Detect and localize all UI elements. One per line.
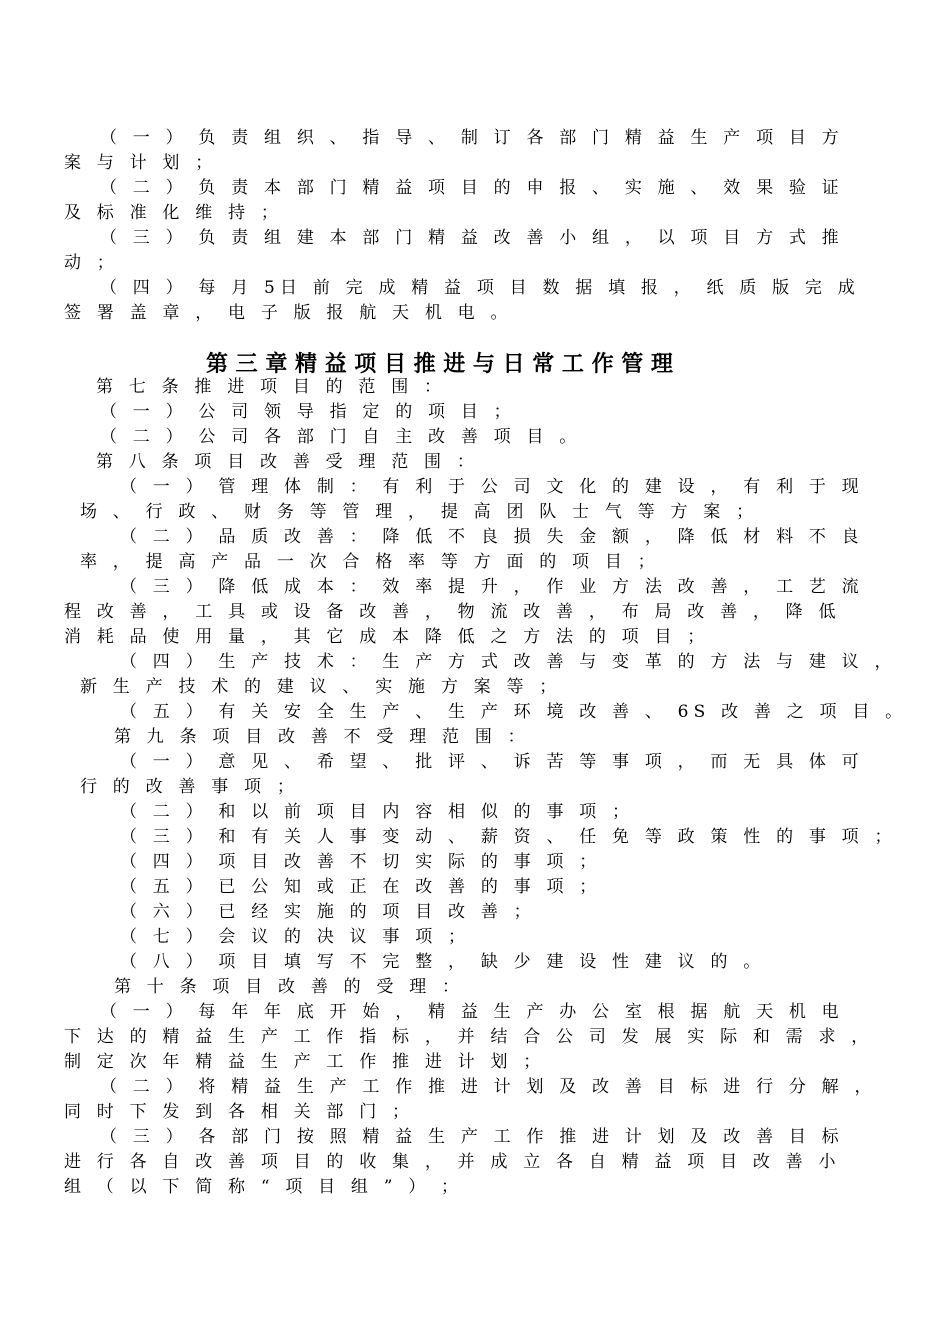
text-line: 行 的 改 善 事 项 ； — [80, 777, 300, 797]
text-line: （ 六 ） 已 经 实 施 的 项 目 改 善 ； — [120, 902, 536, 922]
text-line: （ 七 ） 会 议 的 决 议 事 项 ； — [120, 927, 471, 947]
text-line: （ 一 ） 每 年 年 底 开 始 ， 精 益 生 产 办 公 室 根 据 航 天 机 电 — [100, 1002, 844, 1022]
article-heading: 第 十 条 项 目 改 善 的 受 理 ： — [114, 977, 465, 997]
text-line: 新 生 产 技 术 的 建 议 、 实 施 方 案 等 ； — [80, 677, 562, 697]
text-line: 率 ， 提 高 产 品 一 次 合 格 率 等 方 面 的 项 目 ； — [80, 552, 660, 572]
text-line: （ 一 ） 意 见 、 希 望 、 批 评 、 诉 苦 等 事 项 ， 而 无 具 体 可 — [120, 752, 864, 772]
text-line: （ 五 ） 已 公 知 或 正 在 改 善 的 事 项 ； — [120, 877, 602, 897]
text-line: （ 四 ） 每 月 5日 前 完 成 精 益 项 目 数 据 填 报 ， 纸 质 版 完 成 — [100, 278, 860, 298]
text-line: （ 一 ） 管 理 体 制 ： 有 利 于 公 司 文 化 的 建 设 ， 有 利 于 现 — [120, 477, 864, 497]
text-line: （ 二 ） 负 责 本 部 门 精 益 项 目 的 申 报 、 实 施 、 效 果 验 证 — [100, 178, 844, 198]
text-line: 同 时 下 发 到 各 相 关 部 门 ； — [64, 1102, 415, 1122]
text-line: （ 四 ） 项 目 改 善 不 切 实 际 的 事 项 ； — [120, 852, 602, 872]
article-heading: 第 七 条 推 进 项 目 的 范 围 ： — [96, 377, 447, 397]
text-line: （ 三 ） 降 低 成 本 ： 效 率 提 升 ， 作 业 方 法 改 善 ， 工 艺 流 — [120, 577, 864, 597]
article-heading: 第 八 条 项 目 改 善 受 理 范 围 ： — [96, 452, 480, 472]
text-line: 组 （ 以 下 简 称 “ 项 目 组 ” ） ； — [64, 1177, 464, 1197]
text-line: （ 三 ） 和 有 关 人 事 变 动 、 薪 资 、 任 免 等 政 策 性 的 事 项 ； — [120, 827, 897, 847]
text-line: （ 三 ） 负 责 组 建 本 部 门 精 益 改 善 小 组 ， 以 项 目 方 式 推 — [100, 228, 844, 248]
text-line: 及 标 准 化 维 持 ； — [64, 203, 284, 223]
text-line: 消 耗 品 使 用 量 ， 其 它 成 本 降 低 之 方 法 的 项 目 ； — [64, 627, 710, 647]
text-line: （ 五 ） 有 关 安 全 生 产 、 生 产 环 境 改 善 、 6S 改 善 之 项 目 。 — [120, 702, 908, 722]
text-line: （ 四 ） 生 产 技 术 ： 生 产 方 式 改 善 与 变 革 的 方 法 与 建 议 ， — [120, 652, 897, 672]
text-line: （ 二 ） 和 以 前 项 目 内 容 相 似 的 事 项 ； — [120, 802, 635, 822]
text-line: （ 八 ） 项 目 填 写 不 完 整 ， 缺 少 建 设 性 建 议 的 。 — [120, 952, 766, 972]
text-line: 案 与 计 划 ； — [64, 153, 218, 173]
text-line: （ 二 ） 公 司 各 部 门 自 主 改 善 项 目 。 — [100, 427, 582, 447]
text-line: 程 改 善 ， 工 具 或 设 备 改 善 ， 物 流 改 善 ， 布 局 改 善 ， 降 低 — [64, 602, 841, 622]
text-line: 进 行 各 自 改 善 项 目 的 收 集 ， 并 成 立 各 自 精 益 项 目 改 善 小 — [64, 1152, 841, 1172]
text-line: （ 三 ） 各 部 门 按 照 精 益 生 产 工 作 推 进 计 划 及 改 善 目 标 — [100, 1127, 844, 1147]
text-line: 制 定 次 年 精 益 生 产 工 作 推 进 计 划 ； — [64, 1052, 546, 1072]
text-line: （ 一 ） 公 司 领 导 指 定 的 项 目 ； — [100, 402, 516, 422]
text-line: 签 署 盖 章 ， 电 子 版 报 航 天 机 电 。 — [64, 303, 513, 323]
text-line: 场 、 行 政 、 财 务 等 管 理 ， 提 高 团 队 士 气 等 方 案 ； — [80, 502, 759, 522]
text-line: 下 达 的 精 益 生 产 工 作 指 标 ， 并 结 合 公 司 发 展 实 际 和 需 求 ， — [64, 1027, 874, 1047]
text-line: 动 ； — [64, 253, 120, 273]
text-line: （ 一 ） 负 责 组 织 、 指 导 、 制 订 各 部 门 精 益 生 产 项 目 方 — [100, 128, 844, 148]
text-line: （ 二 ） 品 质 改 善 ： 降 低 不 良 损 失 金 额 ， 降 低 材 料 不 良 — [120, 527, 864, 547]
text-line: （ 二 ） 将 精 益 生 产 工 作 推 进 计 划 及 改 善 目 标 进 行 分 解 ， — [100, 1077, 877, 1097]
chapter-title: 第 三 章 精 益 项 目 推 进 与 日 常 工 作 管 理 — [206, 352, 673, 377]
article-heading: 第 九 条 项 目 改 善 不 受 理 范 围 ： — [114, 727, 530, 747]
